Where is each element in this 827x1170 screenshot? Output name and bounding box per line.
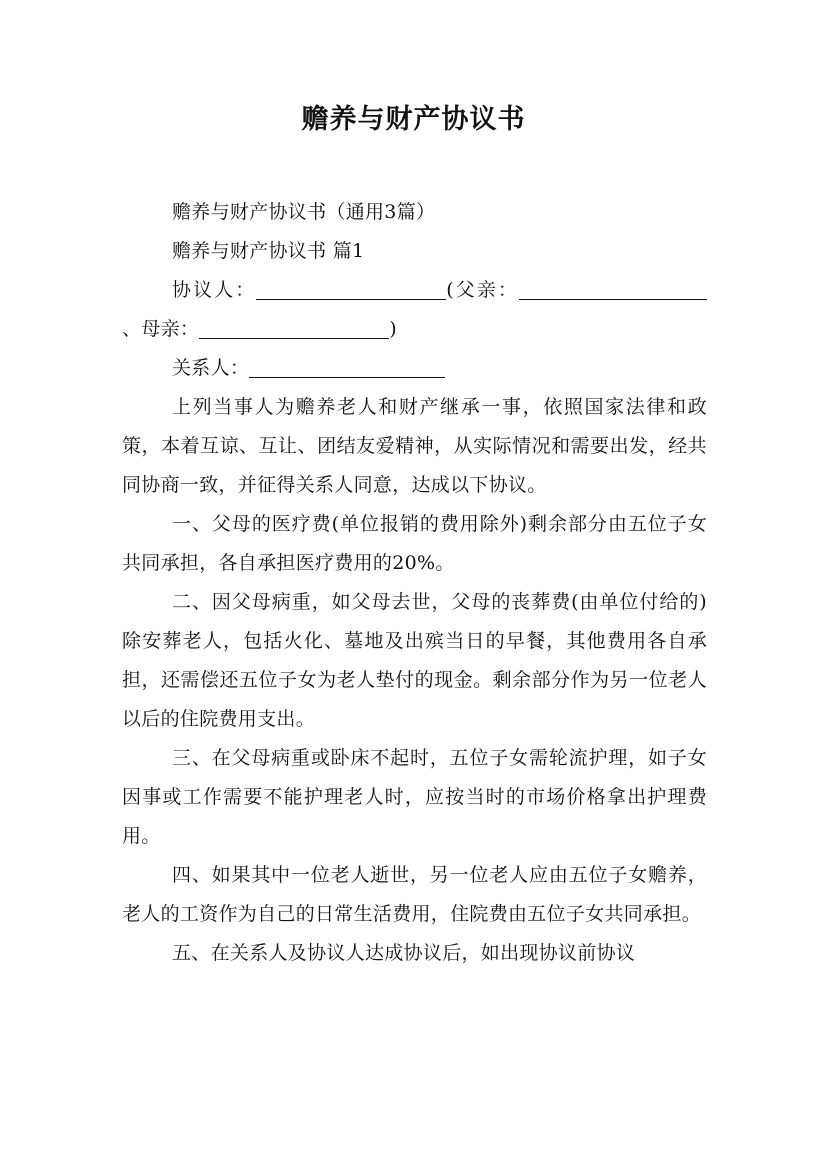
- paragraph-intro: 上列当事人为赡养老人和财产继承一事，依照国家法律和政策，本着互谅、互让、团结友爱精神，从实际情况和需要出发，经共同协商一致，并征得关系人同意，达成以下协议。: [122, 396, 707, 496]
- party-separator: 、: [122, 318, 142, 340]
- party-name-blank: [256, 277, 446, 300]
- paragraph-clause-4: 四、如果其中一位老人逝世，另一位老人应由五位子女赡养，老人的工资作为自己的日常生活费用，住院费由五位子女共同承担。: [122, 864, 707, 925]
- paragraph-clause-5: 五、在关系人及协议人达成协议后，如出现协议前协议: [172, 942, 636, 964]
- document-body: [122, 193, 707, 973]
- subtitle: 赡养与财产协议书（通用3篇）: [172, 201, 436, 223]
- paragraph-clause-3: 三、在父母病重或卧床不起时，五位子女需轮流护理，如子女因事或工作需要不能护理老人时，应按当时的市场价格拿出护理费用。: [122, 747, 707, 847]
- section-heading: 赡养与财产协议书 篇1: [172, 240, 365, 262]
- party-label: 协议人：: [172, 279, 257, 301]
- paragraph-clause-2: 二、因父母病重，如父母去世，父母的丧葬费(由单位付给的)除安葬老人，包括火化、墓地及出殡当日的早餐，其他费用各自承担，还需偿还五位子女为老人垫付的现金。剩余部分作为另一位老人以后的住院费用支出。: [122, 591, 707, 730]
- document-title: 赡养与财产协议书: [301, 104, 526, 135]
- father-name-blank: [519, 277, 707, 300]
- relation-label: 关系人：: [172, 357, 250, 379]
- paragraph-clause-1: 一、父母的医疗费(单位报销的费用除外)剩余部分由五位子女共同承担，各自承担医疗费用的20%。: [122, 513, 707, 574]
- party-line: [122, 271, 707, 349]
- relation-name-blank: [249, 355, 445, 378]
- party-close: ): [389, 318, 397, 340]
- mother-label: 母亲：: [141, 318, 200, 340]
- relation-line: [122, 349, 707, 388]
- father-label: (父亲：: [446, 279, 519, 301]
- mother-name-blank: [199, 316, 389, 339]
